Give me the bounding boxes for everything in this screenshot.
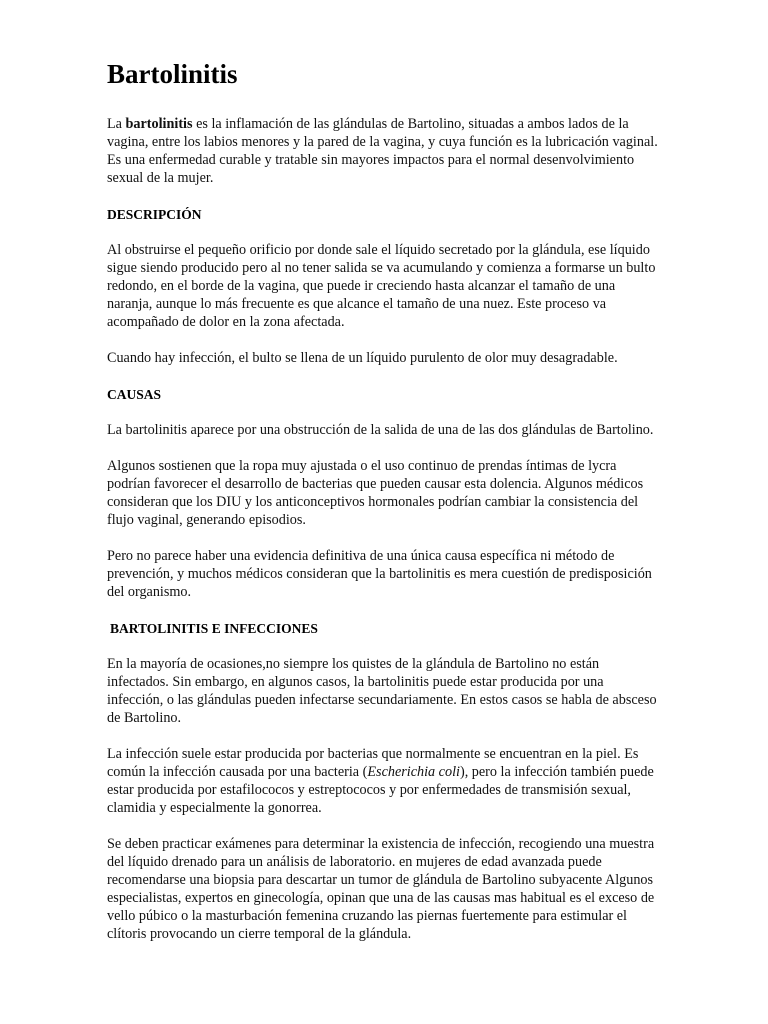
causas-paragraph-1: La bartolinitis aparece por una obstrucción de la salida de una de las dos glándulas de Bartolino. (107, 422, 654, 438)
infecciones-paragraph-2 (107, 745, 663, 817)
intro-paragraph (107, 115, 663, 187)
infecciones-p2-start: La infección suele estar producida por bacterias que normalmente se encuentran en la piel. Es común la infección causada por una bacteria ( (107, 746, 639, 780)
causas-paragraph-3: Pero no parece haber una evidencia definitiva de una única causa específica ni método de prevención, y muchos médicos consideran que la bartolinitis es mera cuestión de predisposición del organismo. (107, 548, 652, 600)
heading-causas: CAUSAS (107, 387, 162, 402)
heading-infecciones: BARTOLINITIS E INFECCIONES (110, 621, 318, 636)
causas-paragraph-2: Algunos sostienen que la ropa muy ajustada o el uso continuo de prendas íntimas de lycra podrían favorecer el desarrollo de bacterias que pueden causar esta dolencia. Algunos médicos consideran que los DIU y los anticonceptivos hormonales podrían cambiar la consistencia del flujo vaginal, generando episodios. (107, 458, 644, 528)
infecciones-paragraph-1: En la mayoría de ocasiones,no siempre los quistes de la glándula de Bartolino no están infectados. Sin embargo, en algunos casos, la bartolinitis puede estar producida por una infección, o las glándulas pueden infectarse secundariamente. En estos casos se habla de absceso de Bartolino. (107, 656, 657, 726)
document-page (107, 56, 663, 961)
intro-rest: es la inflamación de las glándulas de Bartolino, situadas a ambos lados de la vagina, entre los labios menores y la pared de la vagina, y cuya función es la lubricación vaginal. Es una enfermedad curable y tratable sin mayores impactos para el normal desenvolvimiento sexual de la mujer. (107, 116, 658, 186)
bacteria-name: Escherichia coli (367, 764, 460, 780)
infecciones-p2-end: ), pero la infección también puede estar producida por estafilococos y estreptococos y por enfermedades de transmisión sexual, clamidia y especialmente la gonorrea. (107, 764, 654, 816)
intro-bold-term: bartolinitis (125, 116, 193, 132)
intro-prefix: La (107, 116, 126, 132)
descripcion-paragraph-1: Al obstruirse el pequeño orificio por donde sale el líquido secretado por la glándula, ese líquido sigue siendo producido pero al no tener salida se va acumulando y comienza a formarse un bulto redondo, en el borde de la vagina, que puede ir creciendo hasta alcanzar el tamaño de una naranja, aunque lo más frecuente es que alcance el tamaño de una nuez. Este proceso va acompañado de dolor en la zona afectada. (107, 242, 656, 330)
document-title: Bartolinitis (107, 59, 238, 89)
heading-descripcion: DESCRIPCIÓN (107, 207, 202, 222)
descripcion-paragraph-2: Cuando hay infección, el bulto se llena de un líquido purulento de olor muy desagradable. (107, 350, 618, 366)
infecciones-paragraph-3: Se deben practicar exámenes para determinar la existencia de infección, recogiendo una muestra del líquido drenado para un análisis de laboratorio. en mujeres de edad avanzada puede recomendarse una biopsia para descartar un tumor de glándula de Bartolino subyacente Algunos especialistas, expertos en ginecología, opinan que una de las causas mas habitual es el exceso de vello púbico o la masturbación femenina cruzando las piernas fuertemente para estimular el clítoris provocando un cierre temporal de la glándula. (107, 836, 655, 942)
